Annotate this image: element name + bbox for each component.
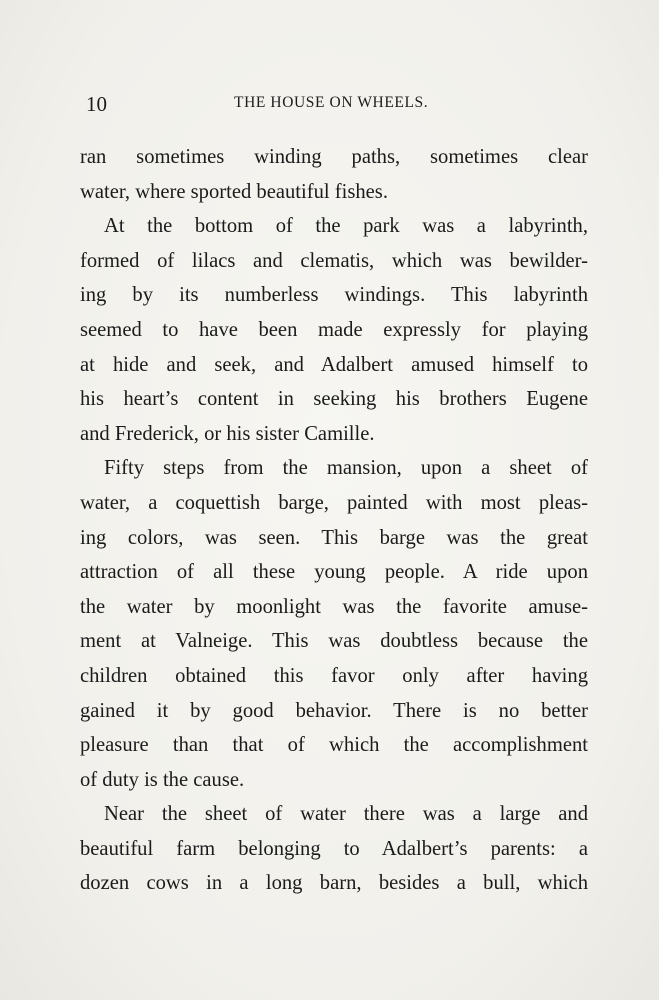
text-line: dozen cows in a long barn, besides a bull, which [80,872,588,895]
body-text [80,140,588,901]
text-line: At the bottom of the park was a labyrinth, [104,215,588,238]
text-line: water, where sported beautiful fishes. [80,180,388,203]
text-line: ing colors, was seen. This barge was the great [80,526,588,549]
text-line: water, a coquettish barge, painted with most pleas- [80,491,588,514]
text-line: children obtained this favor only after having [80,664,588,687]
page-header [86,92,588,116]
text-line: of duty is the cause. [80,768,245,791]
text-line: beautiful farm belonging to Adalbert’s parents: a [80,837,588,860]
text-line: ment at Valneige. This was doubtless because the [80,630,588,653]
text-line: ran sometimes winding paths, sometimes clear [80,146,588,168]
text-line: at hide and seek, and Adalbert amused himself to [80,353,588,376]
page-number: 10 [86,92,107,116]
running-head: THE HOUSE ON WHEELS. [234,94,429,111]
text-line: and Frederick, or his sister Camille. [80,422,375,445]
text-line: attraction of all these young people. A ride upon [80,561,588,584]
text-line: seemed to have been made expressly for playing [80,318,588,341]
text-line: Fifty steps from the mansion, upon a sheet of [104,457,588,480]
text-line: pleasure than that of which the accomplishment [80,734,588,757]
text-line: his heart’s content in seeking his brothers Eugene [80,388,588,411]
text-line: ing by its numberless windings. This labyrinth [80,284,588,307]
text-line: the water by moonlight was the favorite amuse- [80,595,588,618]
text-line: formed of lilacs and clematis, which was bewilder- [80,249,588,272]
text-line: Near the sheet of water there was a large and [104,803,588,826]
text-line: gained it by good behavior. There is no better [80,699,588,722]
